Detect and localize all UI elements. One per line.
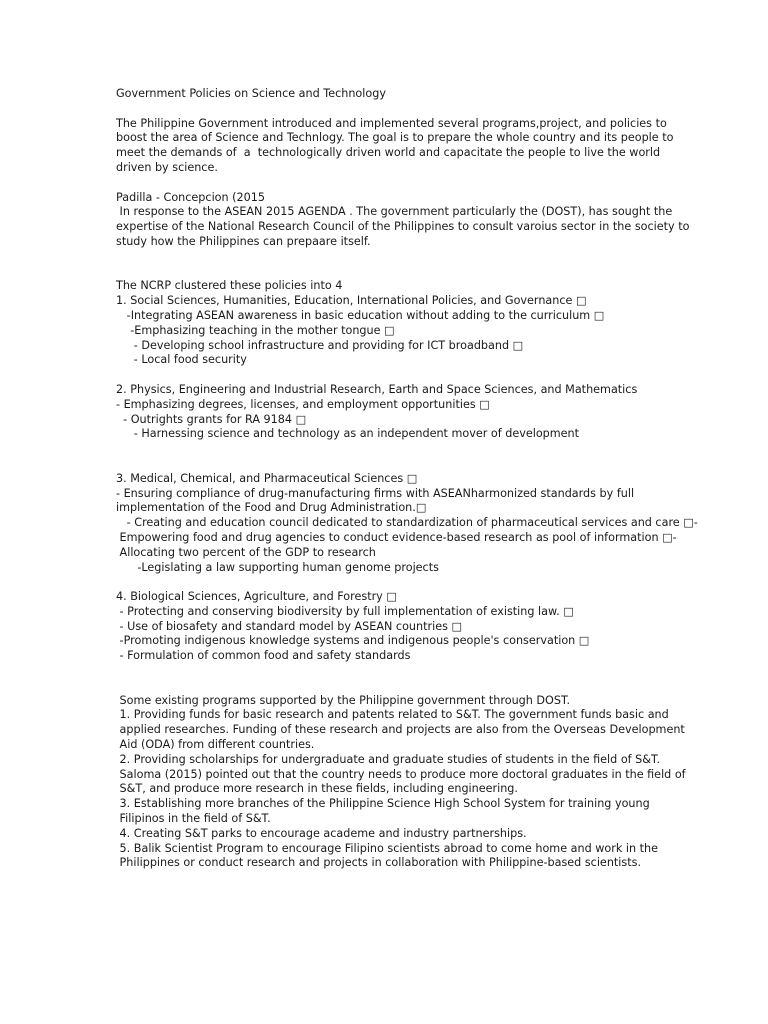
cluster-item: - Use of biosafety and standard model by ASEAN countries □: [116, 619, 463, 633]
cluster-item: - Developing school infrastructure and providing for ICT broadband □: [116, 338, 524, 352]
cluster-item: - Harnessing science and technology as an independent mover of development: [116, 427, 580, 441]
program-item: 1. Providing funds for basic research and patents related to S&T. The government funds basic and: [116, 708, 669, 722]
program-item: 5. Balik Scientist Program to encourage Filipino scientists abroad to come home and work in the: [116, 841, 658, 855]
cluster-item: implementation of the Food and Drug Administration.□: [116, 501, 427, 515]
cluster-heading: 1. Social Sciences, Humanities, Education, International Policies, and Governance □: [116, 294, 587, 308]
cluster-heading: 3. Medical, Chemical, and Pharmaceutical Sciences □: [116, 471, 418, 485]
cluster-heading: 4. Biological Sciences, Agriculture, and Forestry □: [116, 590, 397, 604]
program-item: S&T, and produce more research in these fields, including engineering.: [116, 782, 518, 796]
spacer: [116, 102, 656, 117]
cluster-4-section: [116, 590, 656, 664]
cluster-item: - Formulation of common food and safety standards: [116, 649, 411, 663]
spacer: [116, 664, 656, 694]
cluster-item: - Local food security: [116, 353, 247, 367]
program-item: 3. Establishing more branches of the Philippine Science High School System for training young: [116, 797, 650, 811]
program-item: Philippines or conduct research and projects in collaboration with Philippine-based scientists.: [116, 856, 641, 870]
padilla-line: Padilla - Concepcion (2015: [116, 190, 265, 204]
spacer: [116, 442, 656, 472]
program-item: 2. Providing scholarships for undergraduate and graduate studies of students in the field of S&T.: [116, 752, 661, 766]
program-item: 4. Creating S&T parks to encourage academe and industry partnerships.: [116, 826, 527, 840]
document-title: Government Policies on Science and Technology: [116, 87, 386, 100]
spacer: [116, 368, 656, 383]
intro-line: driven by science.: [116, 160, 218, 174]
intro-paragraph: [116, 116, 674, 176]
spacer: [116, 176, 656, 191]
intro-line: The Philippine Government introduced and implemented several programs,project, and policies to: [116, 116, 667, 130]
program-item: applied researches. Funding of these research and projects are also from the Overseas Development: [116, 723, 685, 737]
cluster-item: -Promoting indigenous knowledge systems and indigenous people's conservation □: [116, 634, 590, 648]
cluster-item: - Emphasizing degrees, licenses, and employment opportunities □: [116, 397, 490, 411]
spacer: [116, 575, 656, 590]
cluster-item: - Creating and education council dedicated to standardization of pharmaceutical services and care □-: [116, 516, 698, 530]
cluster-3-section: [116, 471, 698, 576]
spacer: [116, 250, 656, 280]
cluster-heading: 2. Physics, Engineering and Industrial Research, Earth and Space Sciences, and Mathematics: [116, 382, 638, 396]
ncrp-intro: The NCRP clustered these policies into 4: [116, 279, 343, 293]
cluster-item: -Integrating ASEAN awareness in basic education without adding to the curriculum □: [116, 308, 605, 322]
program-item: Aid (ODA) from different countries.: [116, 738, 315, 752]
padilla-line: expertise of the National Research Council of the Philippines to consult varoius sector in the society to: [116, 220, 690, 234]
padilla-line: In response to the ASEAN 2015 AGENDA . The government particularly the (DOST), has sought the: [116, 205, 673, 219]
program-item: Saloma (2015) pointed out that the country needs to produce more doctoral graduates in the field of: [116, 767, 686, 781]
intro-line: meet the demands of a technologically driven world and capacitate the people to live the world: [116, 146, 661, 160]
cluster-1-section: [116, 279, 656, 368]
cluster-item: - Outrights grants for RA 9184 □: [116, 412, 307, 426]
cluster-2-section: [116, 383, 656, 442]
cluster-item: -Legislating a law supporting human genome projects: [116, 560, 439, 574]
intro-line: boost the area of Science and Technlogy. The goal is to prepare the whole country and its people to: [116, 131, 674, 145]
program-item: Filipinos in the field of S&T.: [116, 812, 271, 826]
cluster-item: - Ensuring compliance of drug-manufacturing firms with ASEANharmonized standards by full: [116, 486, 635, 500]
document-body: [116, 87, 698, 871]
cluster-item: - Protecting and conserving biodiversity by full implementation of existing law. □: [116, 604, 574, 618]
padilla-line: study how the Philippines can prepaare itself.: [116, 234, 371, 248]
cluster-item: -Emphasizing teaching in the mother tongue □: [116, 323, 395, 337]
padilla-paragraph: [116, 190, 690, 250]
cluster-item: Allocating two percent of the GDP to research: [116, 545, 376, 559]
programs-intro: Some existing programs supported by the Philippine government through DOST.: [116, 693, 571, 707]
programs-section: [116, 693, 686, 872]
cluster-item: Empowering food and drug agencies to conduct evidence-based research as pool of information □-: [116, 530, 677, 544]
